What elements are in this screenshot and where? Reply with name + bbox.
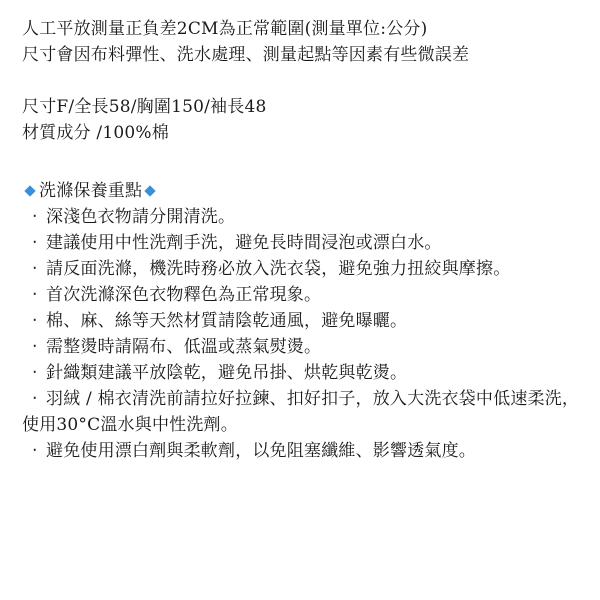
- bullet-dot: ‧: [32, 363, 38, 383]
- bullet-dot: ‧: [32, 389, 38, 409]
- care-list-item: [22, 204, 582, 230]
- care-list-item: [22, 308, 582, 334]
- care-list-item-text: 建議使用中性洗劑手洗，避免長時間浸泡或漂白水。: [46, 233, 442, 253]
- bullet-dot: ‧: [32, 285, 38, 305]
- bullet-dot: ‧: [32, 233, 38, 253]
- size-spec: 尺寸F/全長58/胸圍150/袖長48: [22, 97, 267, 117]
- care-list: [22, 204, 582, 464]
- care-list-item: [22, 438, 582, 464]
- care-list-item-text: 首次洗滌深色衣物釋色為正常現象。: [46, 285, 322, 305]
- bullet-dot: ‧: [32, 441, 38, 461]
- bullet-dot: ‧: [32, 207, 38, 227]
- care-list-item: [22, 282, 582, 308]
- care-list-item: [22, 256, 582, 282]
- spacer: [22, 146, 582, 172]
- care-list-item-text: 避免使用漂白劑與柔軟劑，以免阻塞纖維、影響透氣度。: [46, 441, 476, 461]
- care-title-text: 洗滌保養重點: [39, 181, 143, 201]
- care-list-item: [22, 334, 582, 360]
- diamond-icon: [145, 185, 156, 196]
- spacer: [22, 68, 582, 94]
- care-list-item-text: 棉、麻、絲等天然材質請陰乾通風，避免曝曬。: [46, 311, 408, 331]
- measurement-note: 人工平放測量正負差2CM為正常範圍(測量單位:公分): [22, 19, 428, 39]
- product-info-page: [22, 16, 582, 464]
- care-list-item-text: 針織類建議平放陰乾，避免吊掛、烘乾與乾燙。: [46, 363, 408, 383]
- tolerance-note: 尺寸會因布料彈性、洗水處理、測量起點等因素有些微誤差: [22, 45, 470, 65]
- care-list-item-text: 請反面洗滌，機洗時務必放入洗衣袋，避免強力扭絞與摩擦。: [46, 259, 511, 279]
- care-list-item: [22, 386, 582, 438]
- care-list-item-text: 需整燙時請隔布、低溫或蒸氣熨燙。: [46, 337, 322, 357]
- bullet-dot: ‧: [32, 311, 38, 331]
- care-list-item: [22, 230, 582, 256]
- material-spec: 材質成分 /100%棉: [22, 123, 169, 143]
- bullet-dot: ‧: [32, 337, 38, 357]
- bullet-dot: ‧: [32, 259, 38, 279]
- care-list-item-text: 羽絨 / 棉衣清洗前請拉好拉鍊、扣好扣子，放入大洗衣袋中低速柔洗，使用30°C溫水與中性洗劑。: [22, 389, 580, 435]
- care-list-item: [22, 360, 582, 386]
- diamond-icon: [24, 185, 35, 196]
- care-list-item-text: 深淺色衣物請分開清洗。: [46, 207, 236, 227]
- care-section-title: [22, 178, 582, 204]
